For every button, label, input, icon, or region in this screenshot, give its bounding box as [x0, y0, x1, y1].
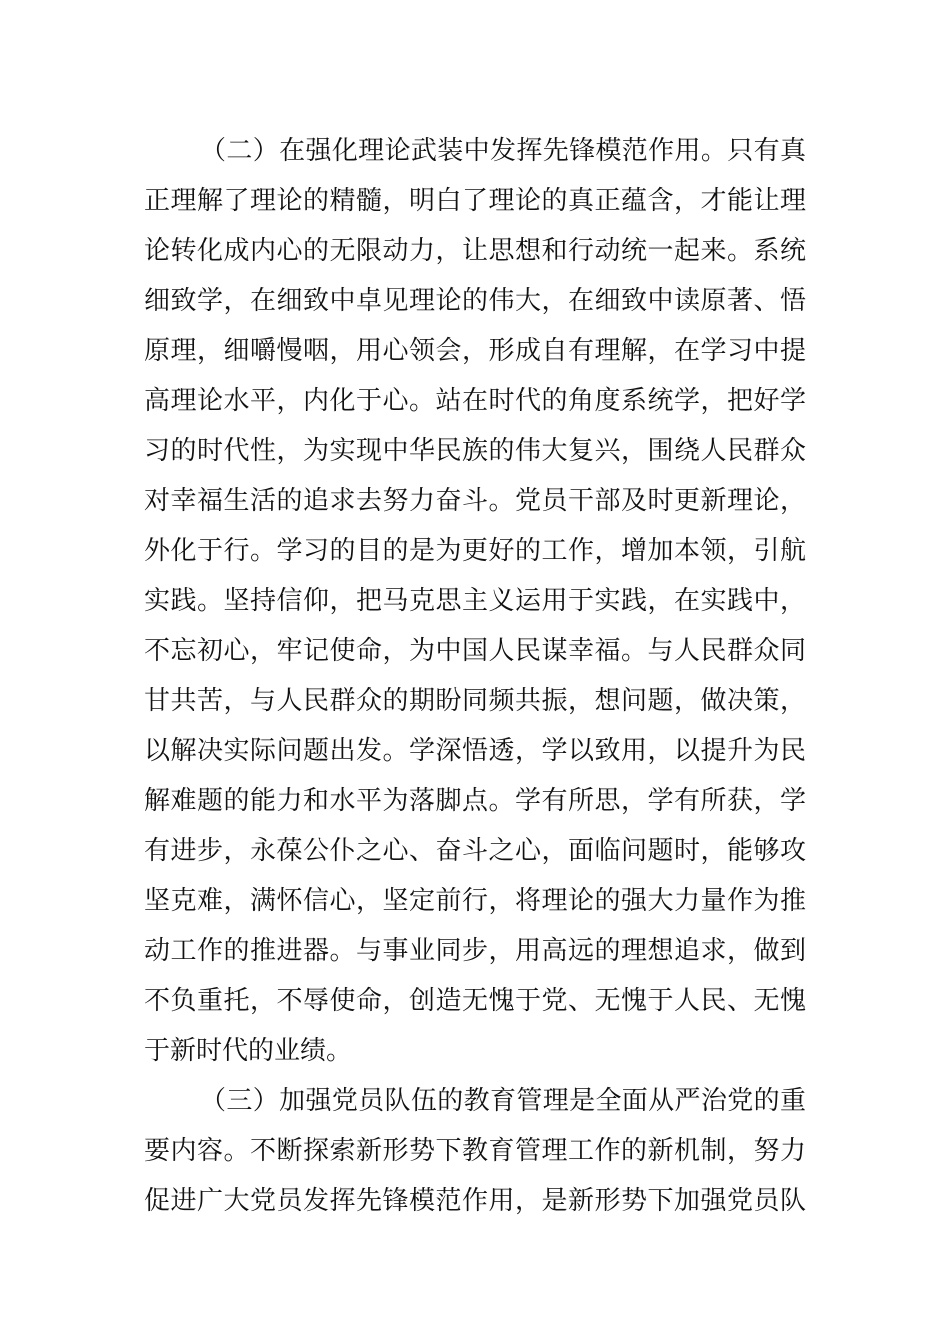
- paragraph-line: 不忘初心，牢记使命，为中国人民谋幸福。与人民群众同: [144, 636, 806, 666]
- paragraph-line: 于新时代的业绩。: [144, 1036, 353, 1066]
- body-text: [144, 126, 806, 1226]
- paragraph-3: [144, 1076, 806, 1226]
- paragraph-line: 正理解了理论的精髓，明白了理论的真正蕴含，才能让理: [144, 186, 806, 216]
- paragraph-line: 动工作的推进器。与事业同步，用高远的理想追求，做到: [144, 936, 806, 966]
- paragraph-line: 甘共苦，与人民群众的期盼同频共振，想问题，做决策，: [144, 686, 806, 716]
- paragraph-line: 以解决实际问题出发。学深悟透，学以致用，以提升为民: [144, 736, 806, 766]
- paragraph-line: 高理论水平，内化于心。站在时代的角度系统学，把好学: [144, 386, 806, 416]
- paragraph-line: 外化于行。学习的目的是为更好的工作，增加本领，引航: [144, 536, 806, 566]
- paragraph-line: 有进步，永葆公仆之心、奋斗之心，面临问题时，能够攻: [144, 836, 806, 866]
- paragraph-line: 解难题的能力和水平为落脚点。学有所思，学有所获，学: [144, 786, 806, 816]
- paragraph-line: 促进广大党员发挥先锋模范作用，是新形势下加强党员队: [144, 1186, 806, 1216]
- paragraph-line: 习的时代性，为实现中华民族的伟大复兴，围绕人民群众: [144, 436, 806, 466]
- paragraph-line: 实践。坚持信仰，把马克思主义运用于实践，在实践中，: [144, 586, 806, 616]
- paragraph-line: （三）加强党员队伍的教育管理是全面从严治党的重: [200, 1086, 806, 1116]
- paragraph-line: 坚克难，满怀信心，坚定前行，将理论的强大力量作为推: [144, 886, 806, 916]
- paragraph-line: 要内容。不断探索新形势下教育管理工作的新机制，努力: [144, 1136, 806, 1166]
- paragraph-line: 原理，细嚼慢咽，用心领会，形成自有理解，在学习中提: [144, 336, 806, 366]
- paragraph-2: [144, 126, 806, 1076]
- paragraph-line: 论转化成内心的无限动力，让思想和行动统一起来。系统: [144, 236, 806, 266]
- paragraph-line: 不负重托，不辱使命，创造无愧于党、无愧于人民、无愧: [144, 986, 806, 1016]
- paragraph-line: 细致学，在细致中卓见理论的伟大，在细致中读原著、悟: [144, 286, 806, 316]
- paragraph-line: （二）在强化理论武装中发挥先锋模范作用。只有真: [200, 136, 806, 166]
- paragraph-line: 对幸福生活的追求去努力奋斗。党员干部及时更新理论，: [144, 486, 806, 516]
